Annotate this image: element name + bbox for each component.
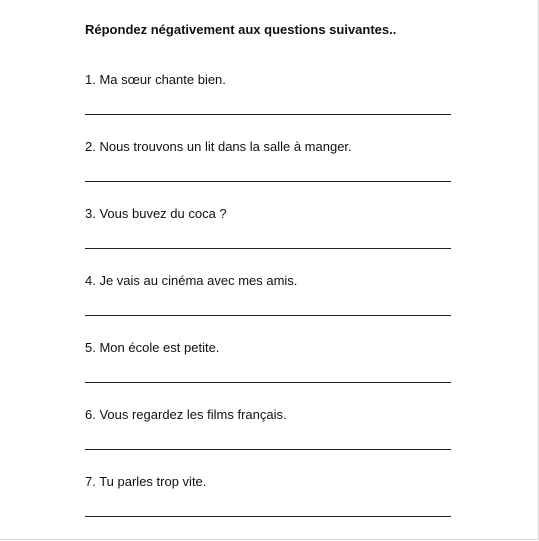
question-text: 3. Vous buvez du coca ? — [85, 206, 227, 221]
worksheet-title: Répondez négativement aux questions suivantes.. — [85, 22, 397, 37]
question-item — [85, 340, 453, 407]
question-text: 1. Ma sœur chante bien. — [85, 72, 226, 87]
question-item — [85, 474, 453, 541]
worksheet — [85, 22, 453, 489]
question-item — [85, 206, 453, 273]
question-text: 5. Mon école est petite. — [85, 340, 220, 355]
answer-line[interactable] — [85, 114, 451, 115]
question-text: 2. Nous trouvons un lit dans la salle à manger. — [85, 139, 352, 154]
question-item — [85, 273, 453, 340]
answer-line[interactable] — [85, 516, 451, 517]
question-text: 7. Tu parles trop vite. — [85, 474, 207, 489]
question-list — [85, 72, 453, 541]
answer-line[interactable] — [85, 382, 451, 383]
question-item — [85, 139, 453, 206]
question-item — [85, 407, 453, 474]
answer-line[interactable] — [85, 449, 451, 450]
question-text: 6. Vous regardez les films français. — [85, 407, 287, 422]
answer-line[interactable] — [85, 315, 451, 316]
answer-line[interactable] — [85, 248, 451, 249]
question-text: 4. Je vais au cinéma avec mes amis. — [85, 273, 298, 288]
question-item — [85, 72, 453, 139]
answer-line[interactable] — [85, 181, 451, 182]
